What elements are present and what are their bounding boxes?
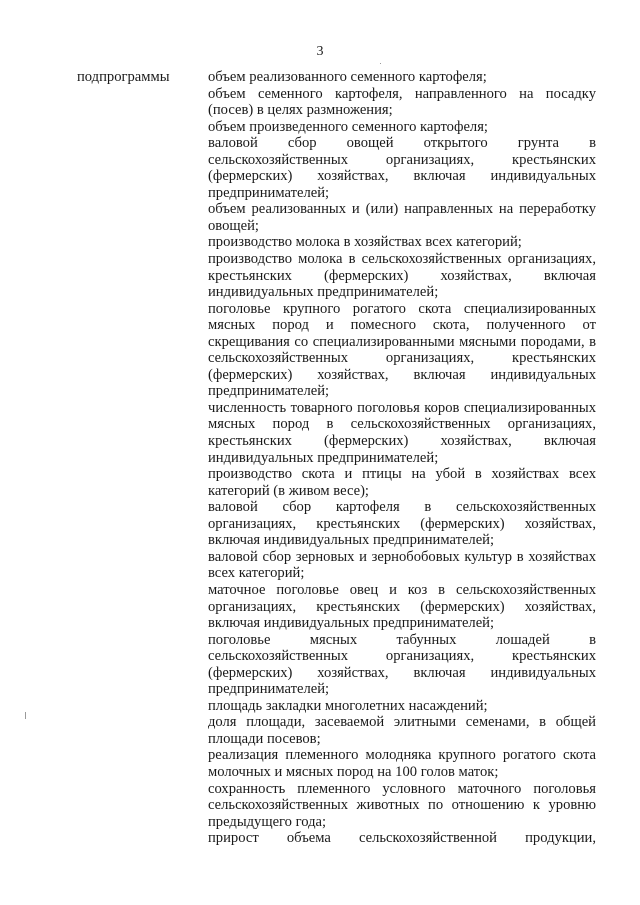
list-item: производство молока в сельскохозяйственных организациях, крестьянских (фермерских) хозяйствах, включая индивидуальных предпринимателей; <box>208 251 596 301</box>
list-item: валовой сбор картофеля в сельскохозяйственных организациях, крестьянских (фермерских) хозяйствах, включая индивидуальных предпринимателей; <box>208 499 596 549</box>
scan-speck <box>380 63 381 64</box>
list-item: доля площади, засеваемой элитными семенами, в общей площади посевов; <box>208 714 596 747</box>
list-item: объем реализованных и (или) направленных на переработку овощей; <box>208 201 596 234</box>
list-item: производство скота и птицы на убой в хозяйствах всех категорий (в живом весе); <box>208 466 596 499</box>
list-item: маточное поголовье овец и коз в сельскохозяйственных организациях, крестьянских (фермерских) хозяйствах, включая индивидуальных предпринимателей; <box>208 581 596 632</box>
list-item: поголовье мясных табунных лошадей в сельскохозяйственных организациях, крестьянских (фермерских) хозяйствах, включая индивидуальных предпринимателей; <box>208 631 596 698</box>
page-number: 3 <box>316 44 324 59</box>
list-item: площадь закладки многолетних насаждений; <box>208 697 488 714</box>
section-label: подпрограммы <box>77 69 170 85</box>
list-item: объем произведенного семенного картофеля; <box>208 118 488 135</box>
list-item: валовой сбор овощей открытого грунта в сельскохозяйственных организациях, крестьянских (фермерских) хозяйствах, включая индивидуальных предпринимателей; <box>208 135 596 201</box>
list-item: объем реализованного семенного картофеля; <box>208 69 487 85</box>
list-item: валовой сбор зерновых и зернобобовых культур в хозяйствах всех категорий; <box>208 548 596 582</box>
list-item: сохранность племенного условного маточного поголовья сельскохозяйственных животных по отношению к уровню предыдущего года; <box>208 780 596 830</box>
list-item: объем семенного картофеля, направленного на посадку (посев) в целях размножения; <box>208 85 596 119</box>
scan-speck <box>25 712 26 719</box>
list-item: прирост объема сельскохозяйственной продукции, <box>208 830 596 847</box>
indicator-list <box>208 69 596 847</box>
list-item: реализация племенного молодняка крупного рогатого скота молочных и мясных пород на 100 голов маток; <box>208 747 596 780</box>
list-item: численность товарного поголовья коров специализированных мясных пород в сельскохозяйственных организациях, крестьянских (фермерских) хозяйствах, включая индивидуальных предпринимателей; <box>208 399 596 466</box>
list-item: производство молока в хозяйствах всех категорий; <box>208 234 522 251</box>
list-item: поголовье крупного рогатого скота специализированных мясных пород и помесного скота, полученного от скрещивания со специализированными мясными породами, в сельскохозяйственных организациях, крестьянских (фермерских) хозяйствах, включая индивидуальных предпринимателей; <box>208 300 596 400</box>
